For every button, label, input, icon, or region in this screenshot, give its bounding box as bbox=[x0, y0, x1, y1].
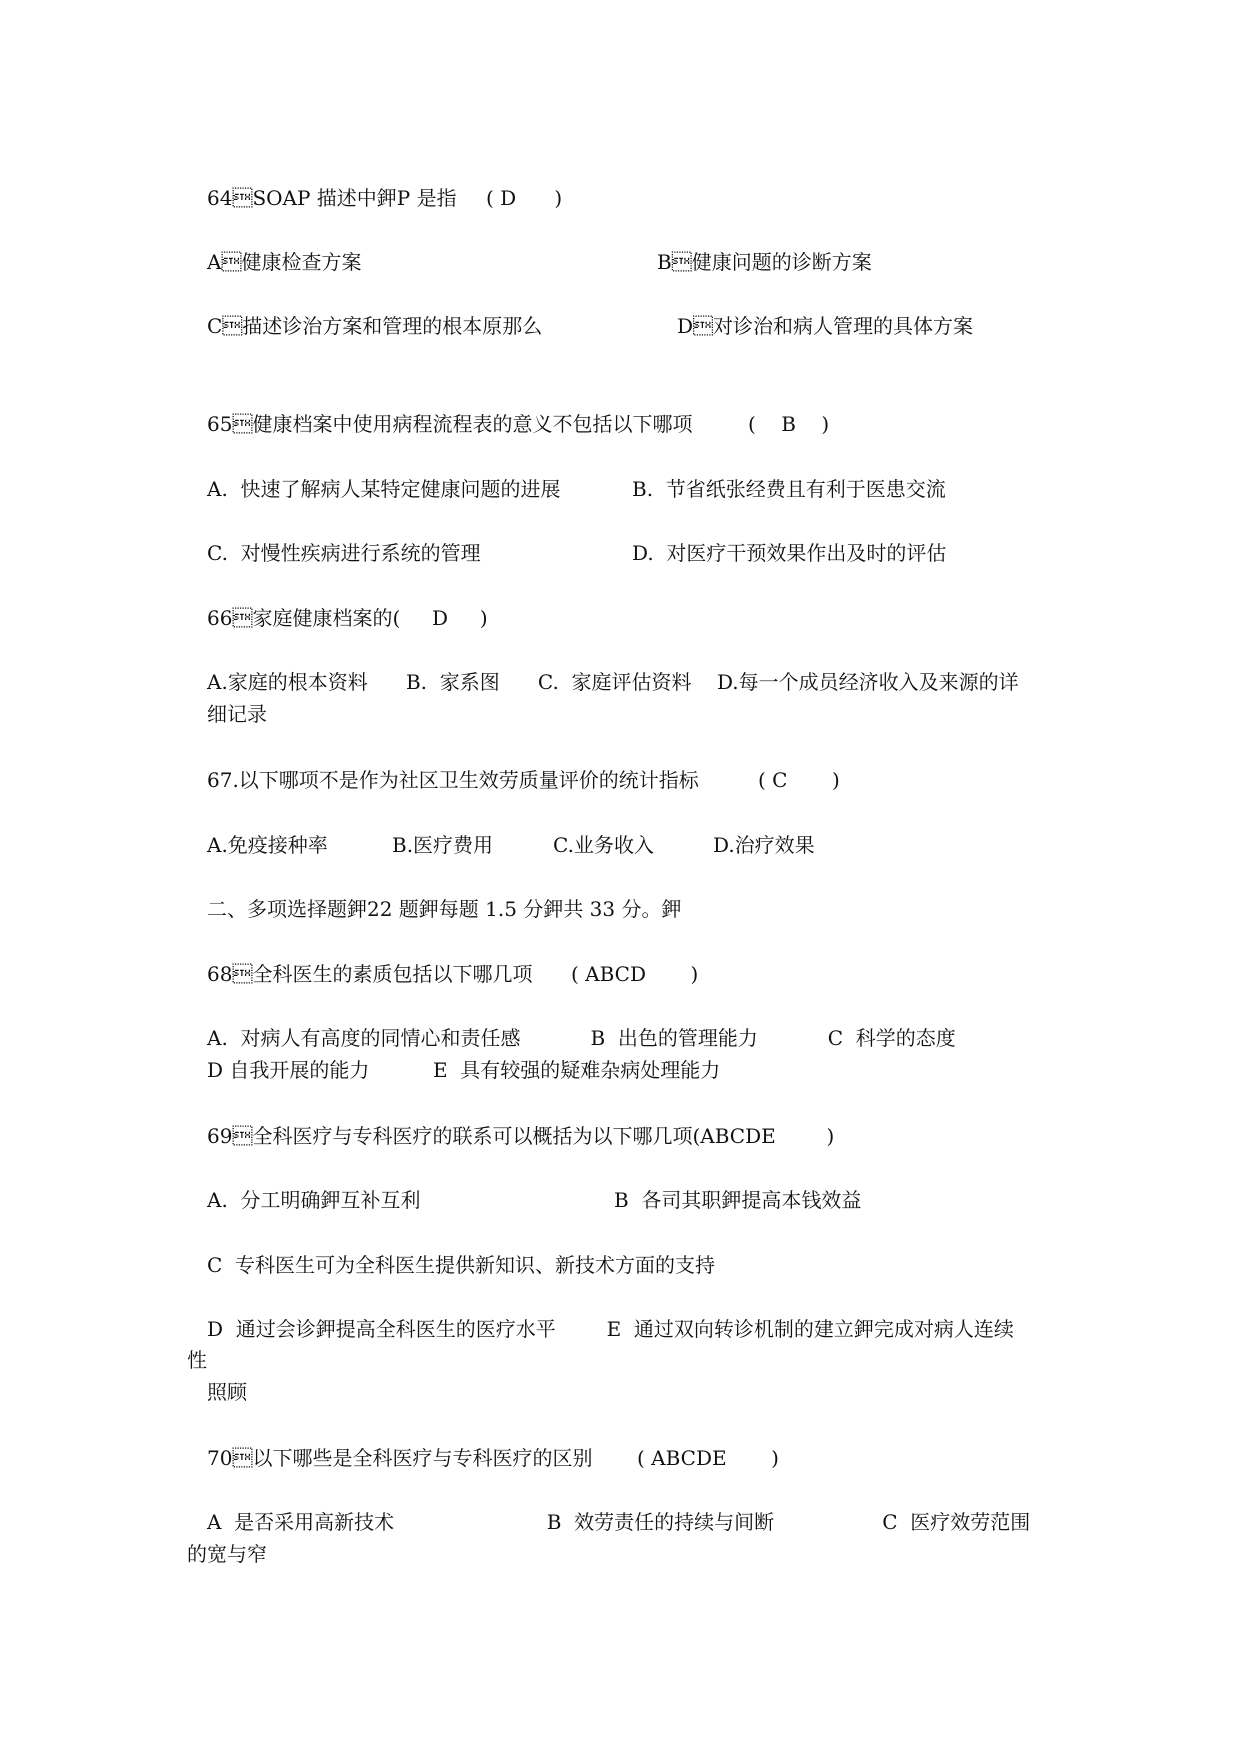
q64-option-a: A健康检查方案 bbox=[207, 250, 362, 274]
q69-stem: 69全科医疗与专科医疗的联系可以概括为以下哪几项(ABCDE ) bbox=[207, 1124, 835, 1148]
q69-option-de-line-2: 性 bbox=[187, 1348, 207, 1372]
q70-options-line-2: 的宽与窄 bbox=[187, 1542, 267, 1566]
q65-stem: 65健康档案中使用病程流程表的意义不包括以下哪项 bbox=[207, 412, 693, 436]
q64-stem: 64SOAP 描述中鉀P 是指 bbox=[207, 186, 457, 210]
section-heading-multiple-choice: 二、多项选择题鉀22 题鉀每题 1.5 分鉀共 33 分。鉀 bbox=[207, 897, 682, 921]
q68-stem: 68全科医生的素质包括以下哪几项 bbox=[207, 962, 533, 986]
q65-option-d: D. 对医疗干预效果作出及时的评估 bbox=[632, 541, 947, 565]
q69-option-a: A. 分工明确鉀互补互利 bbox=[207, 1188, 421, 1212]
q69-option-b: B 各司其职鉀提高本钱效益 bbox=[614, 1188, 862, 1212]
q66-stem: 66家庭健康档案的( D ) bbox=[207, 606, 488, 630]
q64-option-d: D对诊治和病人管理的具体方案 bbox=[677, 314, 974, 338]
q68-answer: ( ABCD ) bbox=[571, 962, 699, 986]
q67-stem: 67.以下哪项不是作为社区卫生效劳质量评价的统计指标 bbox=[207, 768, 699, 792]
q66-options-line-2: 细记录 bbox=[207, 702, 267, 726]
q65-option-a: A. 快速了解病人某特定健康问题的进展 bbox=[207, 477, 561, 501]
q70-stem: 70以下哪些是全科医疗与专科医疗的区别 bbox=[207, 1446, 593, 1470]
q67-answer: ( C ) bbox=[758, 768, 840, 792]
q65-option-c: C. 对慢性疾病进行系统的管理 bbox=[207, 541, 481, 565]
q69-option-c: C 专科医生可为全科医生提供新知识、新技术方面的支持 bbox=[207, 1253, 716, 1277]
q67-option-a: A.免疫接种率 bbox=[207, 833, 328, 857]
q67-option-d: D.治疗效果 bbox=[713, 833, 815, 857]
q66-options-line-1: A.家庭的根本资料 B. 家系图 C. 家庭评估资料 D.每一个成员经济收入及来源的详 bbox=[207, 670, 1019, 694]
q70-options-line-1: A 是否采用高新技术 B 效劳责任的持续与间断 C 医疗效劳范围 bbox=[207, 1510, 1031, 1534]
q68-options-line-2: D 自我开展的能力 E 具有较强的疑难杂病处理能力 bbox=[207, 1058, 721, 1082]
q69-option-de-line-3: 照顾 bbox=[207, 1380, 247, 1404]
q67-option-b: B.医疗费用 bbox=[392, 833, 494, 857]
q65-answer: ( B ) bbox=[748, 412, 830, 436]
q64-answer: ( D ) bbox=[486, 186, 563, 210]
q67-option-c: C.业务收入 bbox=[553, 833, 654, 857]
q64-option-b: B健康问题的诊断方案 bbox=[657, 250, 872, 274]
q64-option-c: C描述诊治方案和管理的根本原那么 bbox=[207, 314, 543, 338]
q69-option-de-line-1: D 通过会诊鉀提高全科医生的医疗水平 E 通过双向转诊机制的建立鉀完成对病人连续 bbox=[207, 1317, 1014, 1341]
q70-answer: ( ABCDE ) bbox=[637, 1446, 779, 1470]
q68-options-line-1: A. 对病人有高度的同情心和责任感 B 出色的管理能力 C 科学的态度 bbox=[207, 1026, 956, 1050]
q65-option-b: B. 节省纸张经费且有利于医患交流 bbox=[632, 477, 946, 501]
